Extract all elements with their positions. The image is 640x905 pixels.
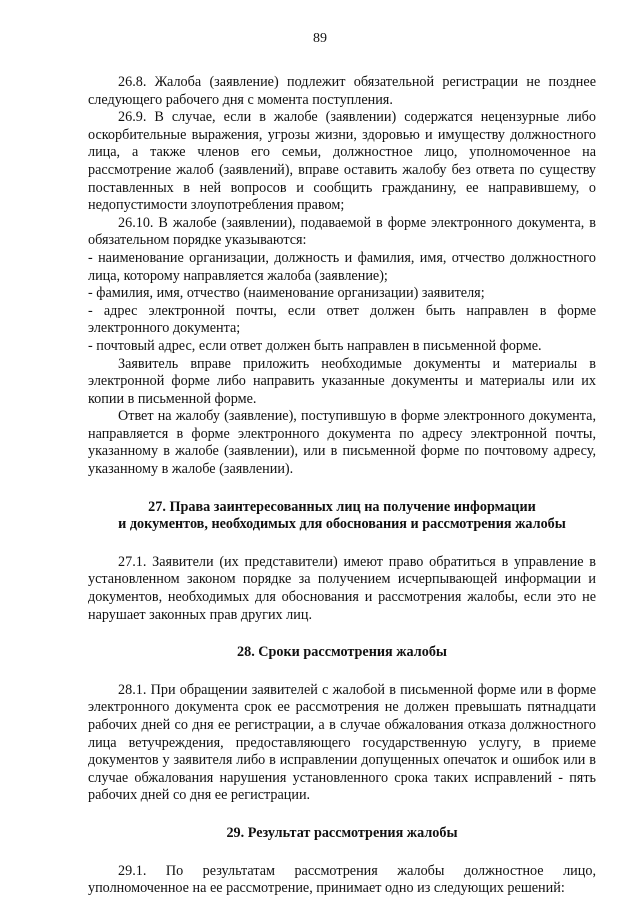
document-body — [88, 74, 596, 898]
page-number: 89 — [313, 31, 327, 46]
paragraph-26-9: 26.9. В случае, если в жалобе (заявлении) содержатся нецензурные либо оскорбительные выражения, угрозы жизни, здоровью и имуществу должностного лица, а также членов его семьи, должностное лицо, уполномоченное на рассмотрение жалоб (заявлений), вправе оставить жалобу без ответа по существу поставленных в ней вопросов и сообщить гражданину, ее направившему, о недопустимости злоупотребления правом; — [88, 109, 596, 214]
paragraph-26-8: 26.8. Жалоба (заявление) подлежит обязательной регистрации не позднее следующего рабочего дня с момента поступления. — [88, 74, 596, 108]
paragraph-27-1: 27.1. Заявители (их представители) имеют право обратиться в управление в установленном законом порядке за получением исчерпывающей информации и документов, необходимых для обоснования и рассмотрения жалобы, если это не нарушает законных прав других лиц. — [88, 553, 596, 623]
list-item: - адрес электронной почты, если ответ должен быть направлен в форме электронного документа; — [88, 302, 596, 337]
paragraph-response: Ответ на жалобу (заявление), поступившую в форме электронного документа, направляется в форме электронного документа по адресу электронной почты, указанному в жалобе (заявлении), или в письменной форме по почтовому адресу, указанному в жалобе (заявлении). — [88, 408, 596, 478]
section-27-title-line2: и документов, необходимых для обоснования и рассмотрения жалобы — [118, 516, 566, 533]
section-27-title-line1: 27. Права заинтересованных лиц на получение информации — [148, 498, 536, 515]
list-item: - почтовый адрес, если ответ должен быть направлен в письменной форме. — [88, 337, 542, 354]
paragraph-26-10: 26.10. В жалобе (заявлении), подаваемой в форме электронного документа, в обязательном порядке указываются: — [88, 214, 596, 249]
paragraph-attachments: Заявитель вправе приложить необходимые документы и материалы в электронной форме либо направить указанные документы и материалы или их копии в письменной форме. — [88, 355, 596, 407]
list-item: - фамилия, имя, отчество (наименование организации) заявителя; — [88, 285, 485, 302]
list-item: - наименование организации, должность и фамилия, имя, отчество должностного лица, которому направляется жалоба (заявление); — [88, 249, 596, 284]
section-28-title: 28. Сроки рассмотрения жалобы — [237, 644, 447, 661]
paragraph-28-1: 28.1. При обращении заявителей с жалобой в письменной форме или в форме электронного документа срок ее рассмотрения не должен превышать пятнадцати рабочих дней со дня ее регистрации, а в случае обжалования отказа должностного лица ветучреждения, предоставляющего государственную услугу, в приеме документов у заявителя либо в исправлении допущенных опечаток и ошибок или в случае обжалования нарушения установленного срока таких исправлений - пять рабочих дней со дня ее регистрации. — [88, 681, 596, 804]
paragraph-29-1: 29.1. По результатам рассмотрения жалобы должностное лицо, уполномоченное на ее рассмотрение, принимает одно из следующих решений: — [88, 862, 596, 897]
section-29-title: 29. Результат рассмотрения жалобы — [226, 824, 458, 841]
